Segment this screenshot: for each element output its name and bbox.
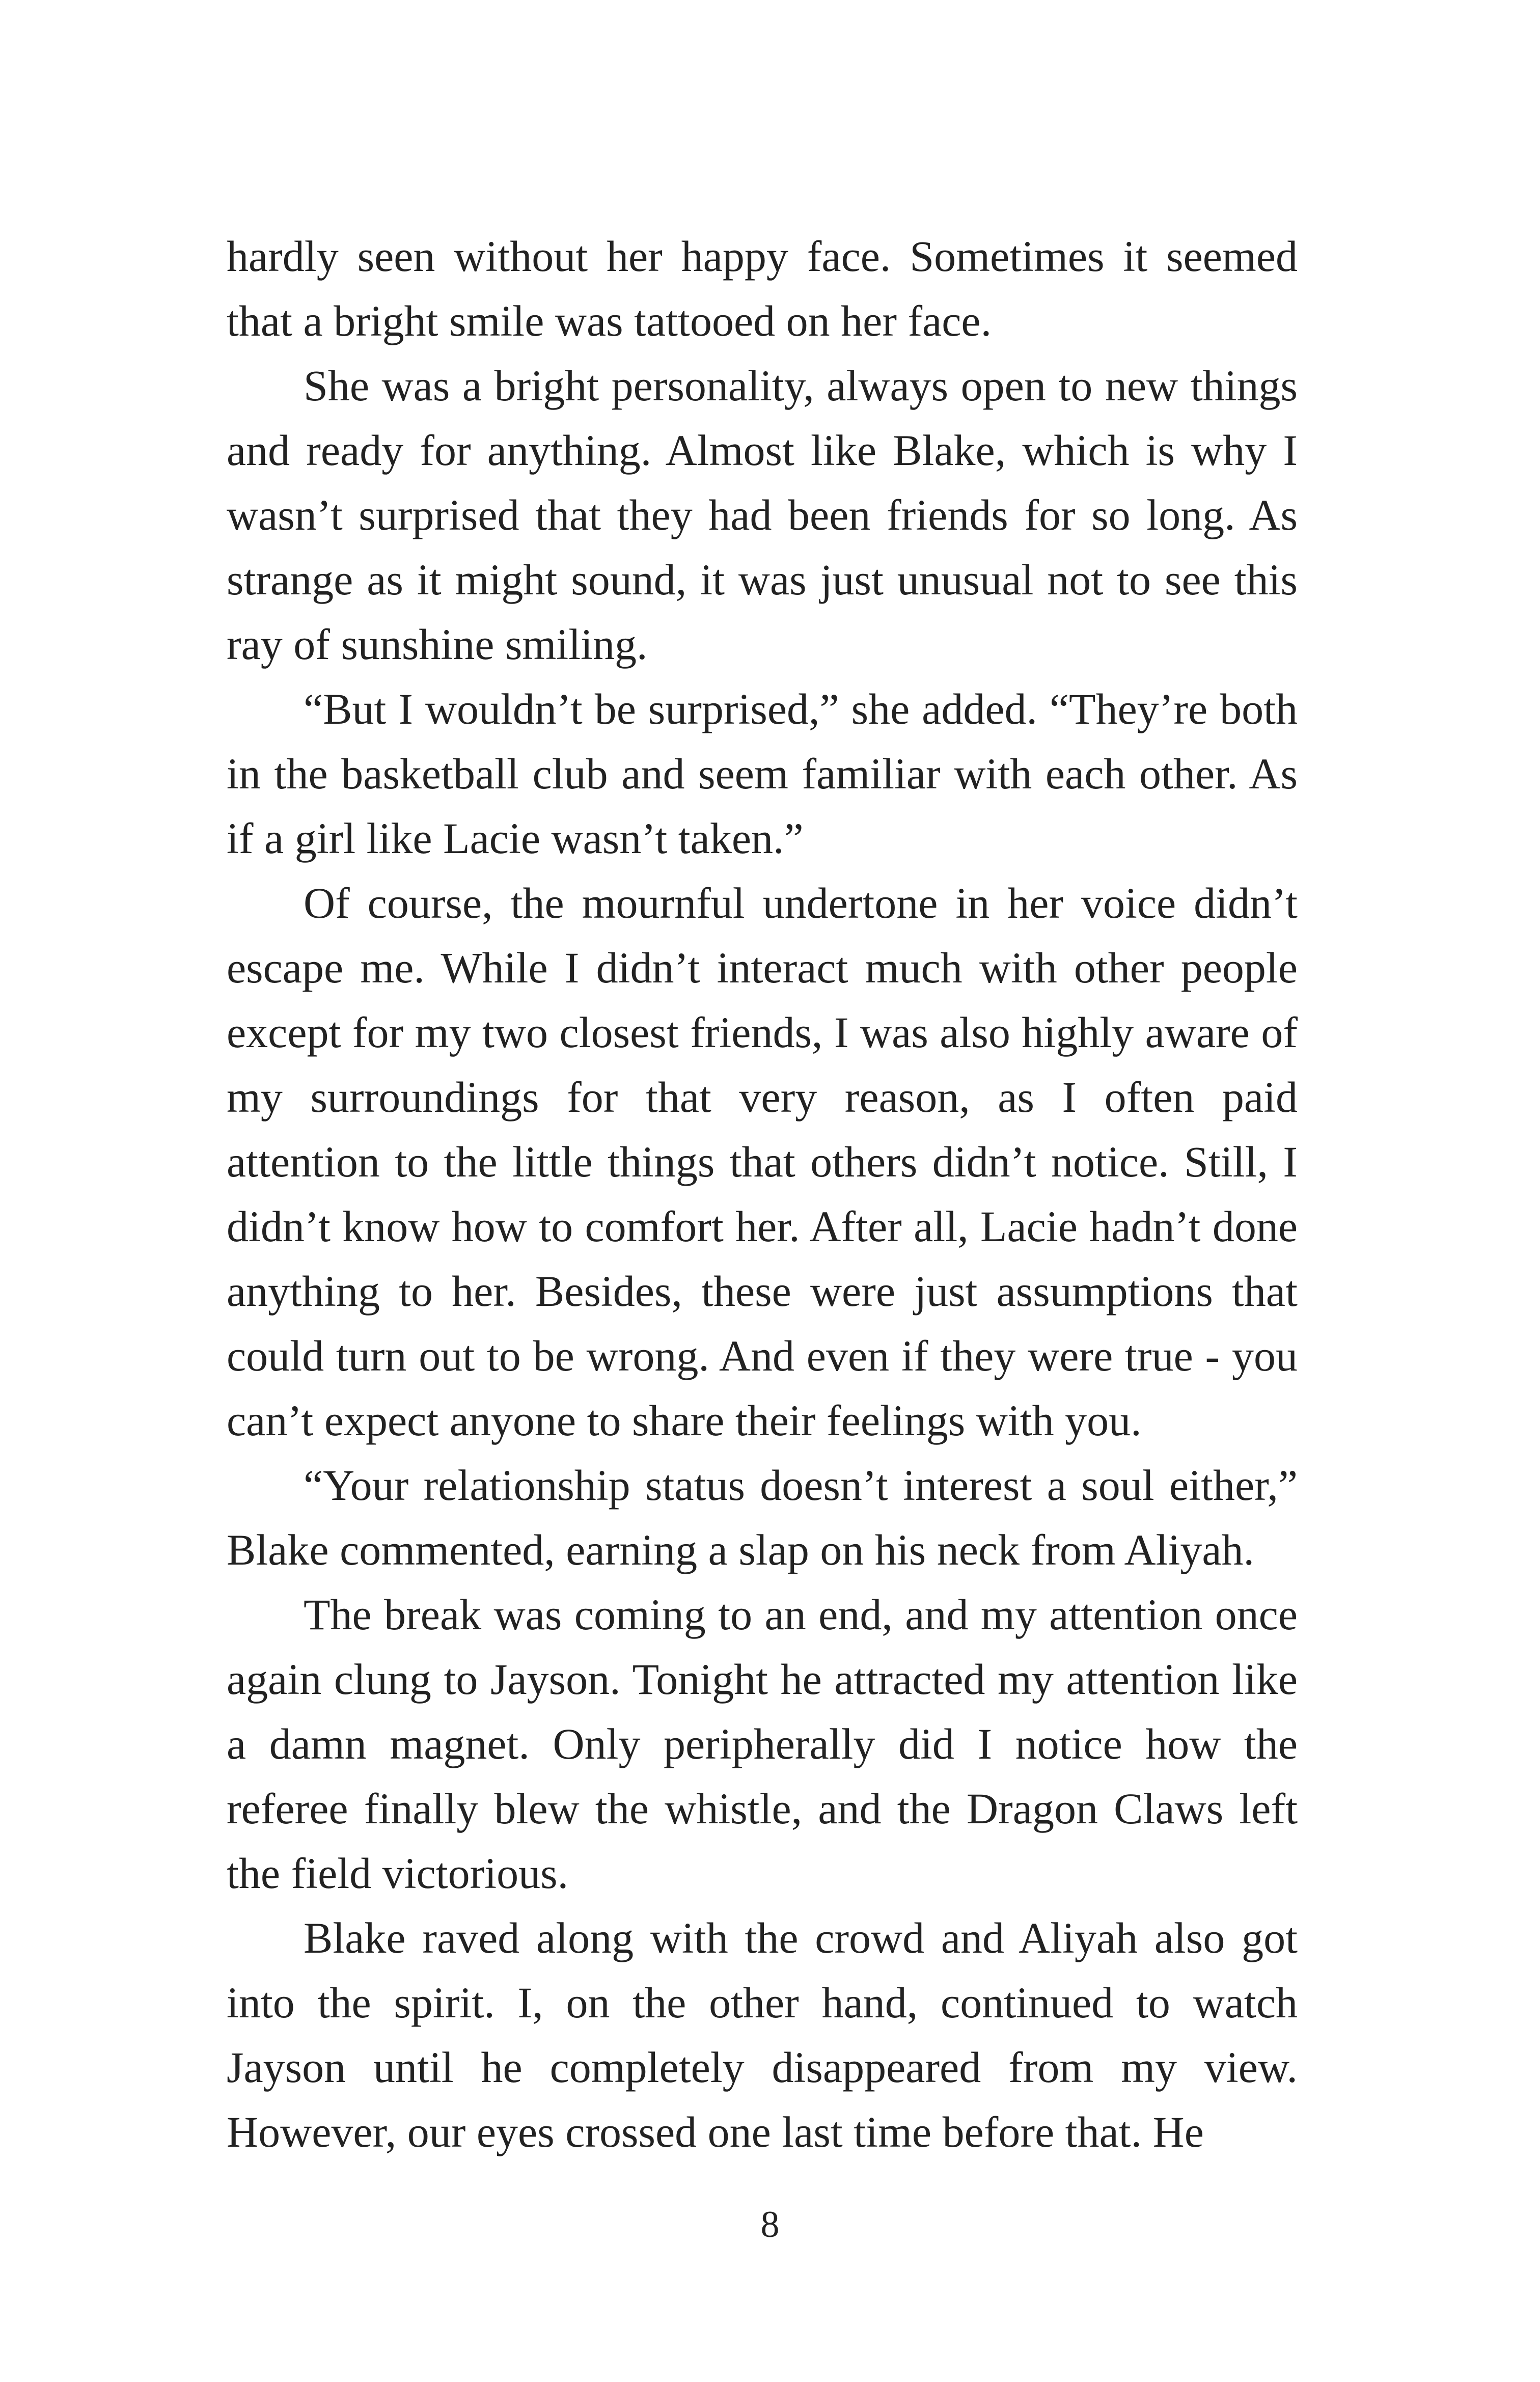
paragraph: The break was coming to an end, and my attention once again clung to Jayson. Tonight he attracted my attention like a damn magnet. Only peripherally did I notice how the referee finally blew the whistle, and the Dragon Claws left the field victorious. xyxy=(227,1590,1298,1898)
paragraph: “Your relationship status doesn’t interest a soul either,” Blake commented, earning a slap on his neck from Aliyah. xyxy=(227,1461,1298,1574)
paragraph-continued: hardly seen without her happy face. Sometimes it seemed that a bright smile was tattooed on her face. xyxy=(227,232,1298,345)
body-text xyxy=(227,224,1298,2165)
paragraph: “But I wouldn’t be surprised,” she added. “They’re both in the basketball club and seem familiar with each other. As if a girl like Lacie wasn’t taken.” xyxy=(227,685,1298,863)
paragraph: She was a bright personality, always open to new things and ready for anything. Almost like Blake, which is why I wasn’t surprised that they had been friends for so long. As strange as it might sound, it was just unusual not to see this ray of sunshine smiling. xyxy=(227,361,1298,669)
paragraph: Of course, the mournful undertone in her voice didn’t escape me. While I didn’t interact much with other people except for my two closest friends, I was also highly aware of my surroundings for that very reason, as I often paid attention to the little things that others didn’t notice. Still, I didn’t know how to comfort her. After all, Lacie hadn’t done anything to her. Besides, these were just assumptions that could turn out to be wrong. And even if they were true - you can’t expect anyone to share their feelings with you. xyxy=(227,879,1298,1445)
paragraph: Blake raved along with the crowd and Aliyah also got into the spirit. I, on the other hand, continued to watch Jayson until he completely disappeared from my view. However, our eyes crossed one last time before that. He xyxy=(227,1913,1298,2156)
page-number: 8 xyxy=(760,2204,780,2246)
